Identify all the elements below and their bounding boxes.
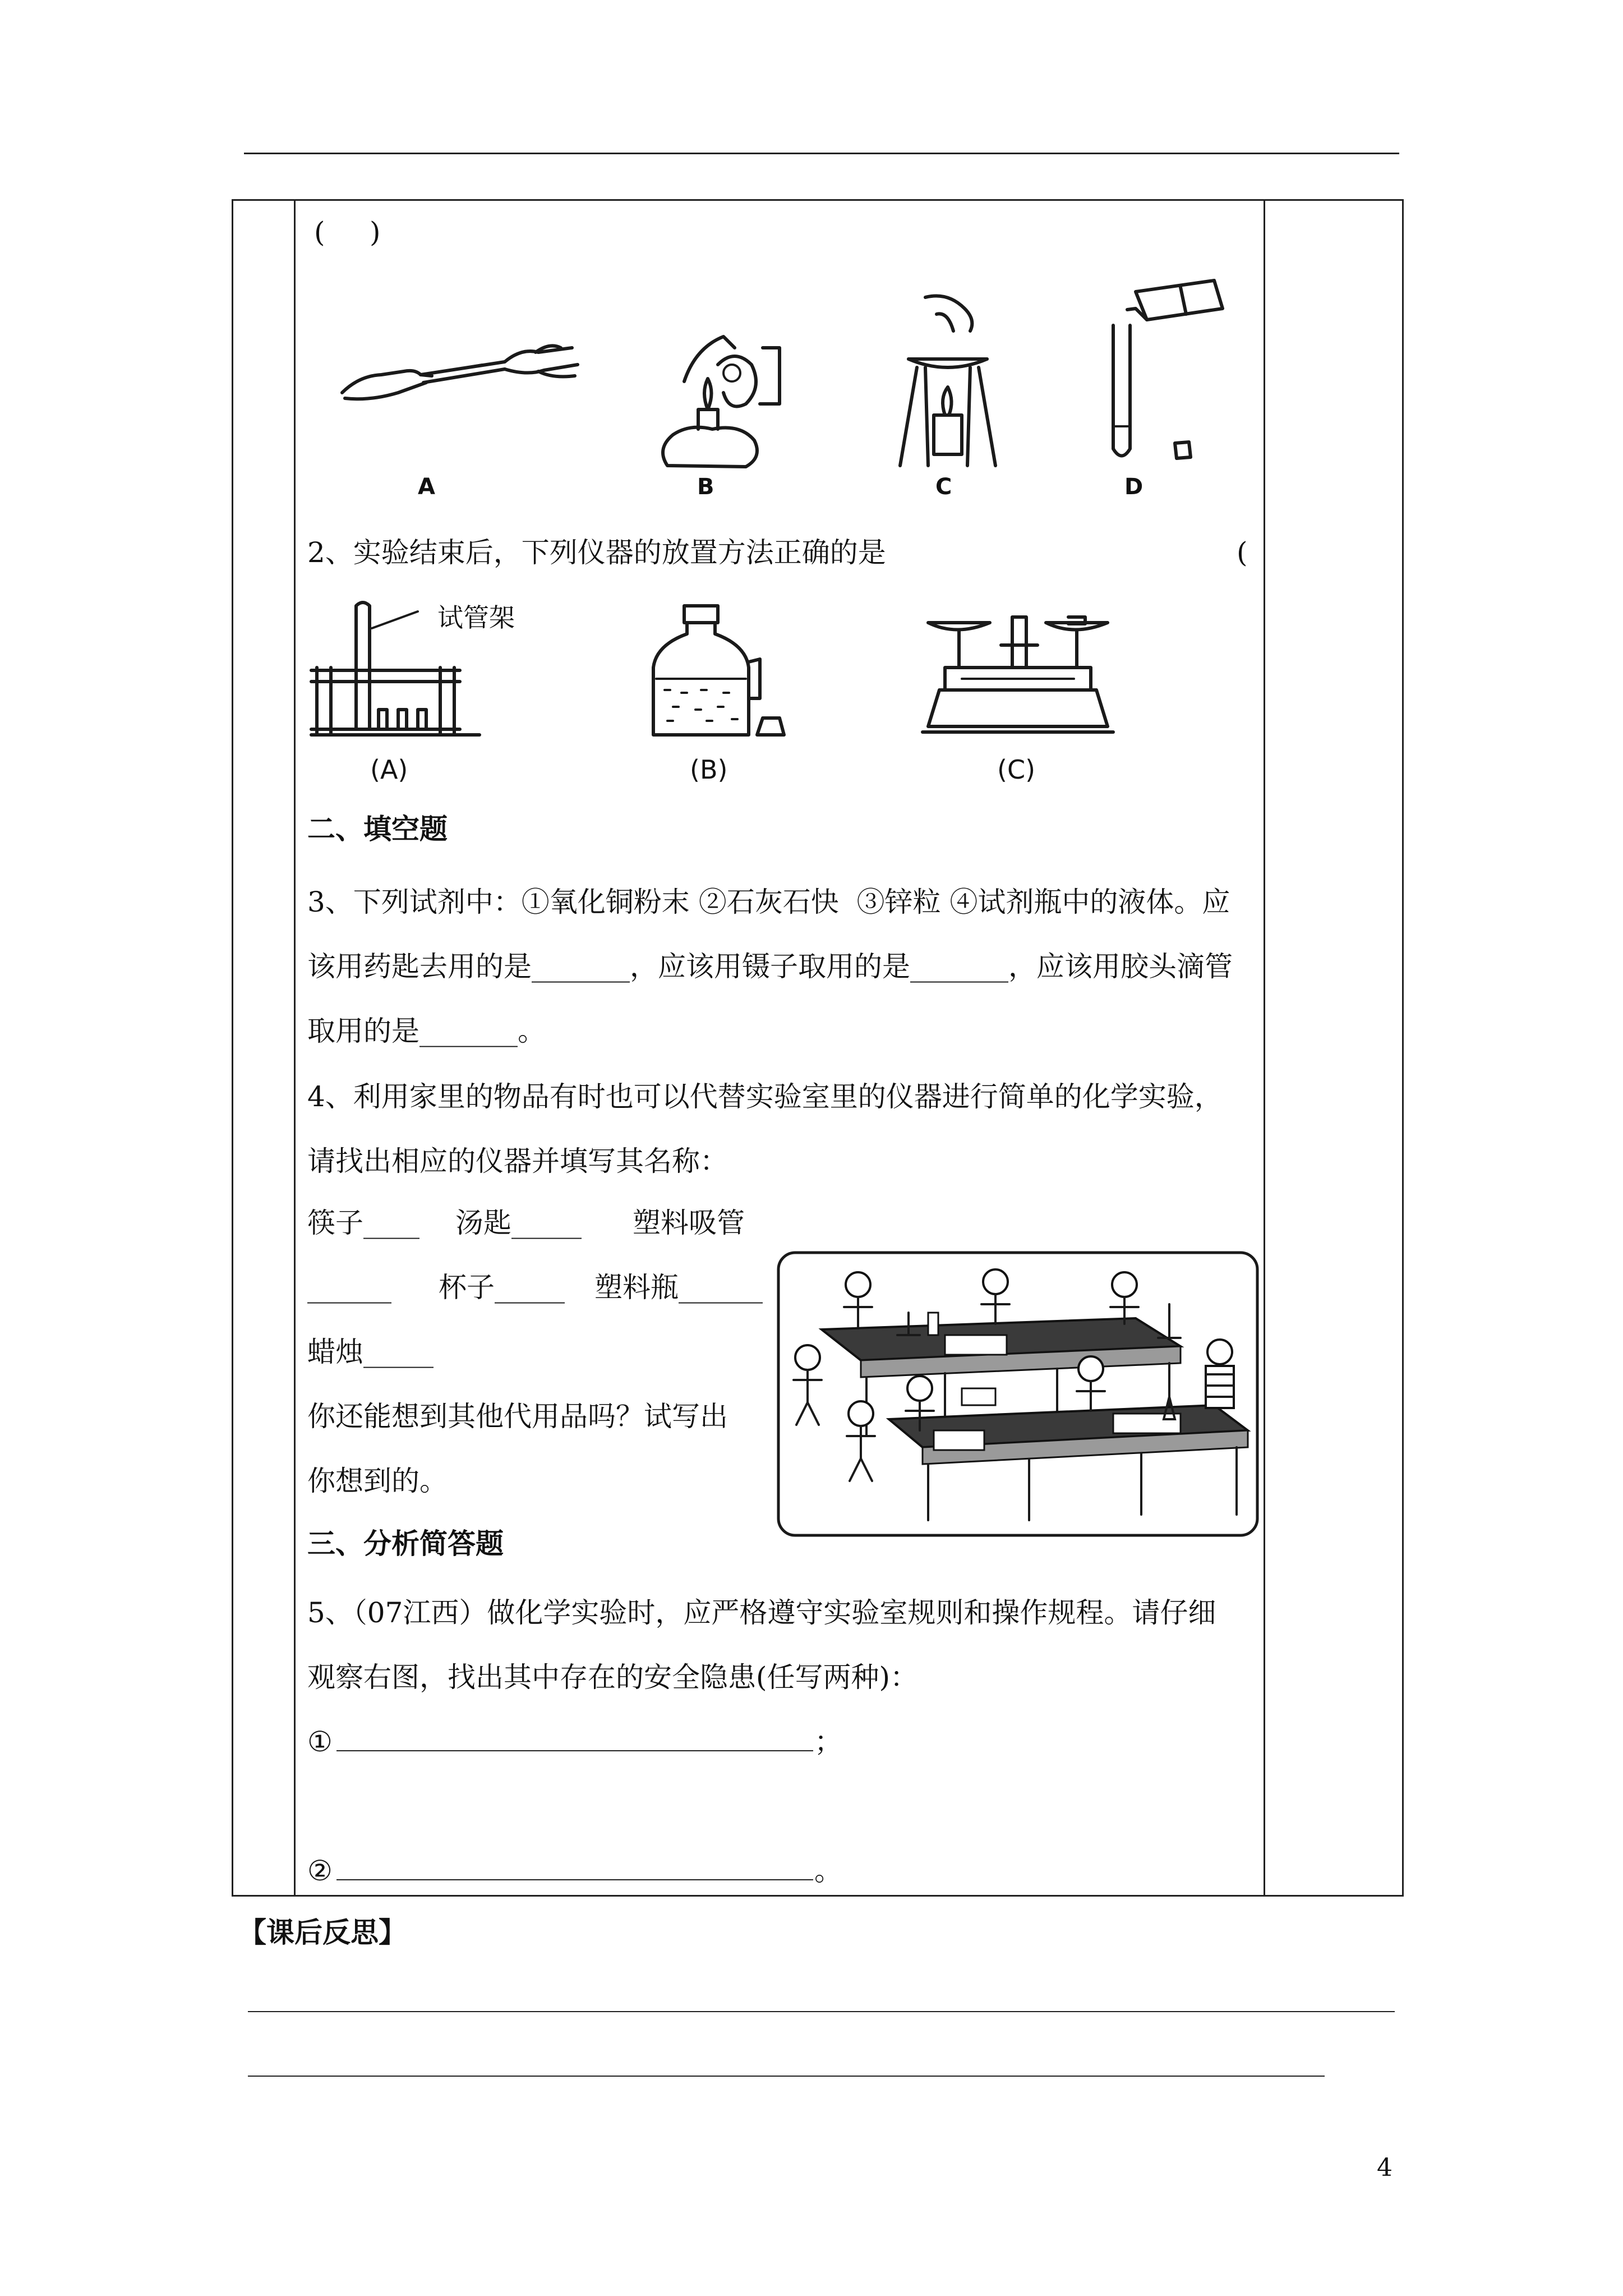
q5-line1: 5、（07江西）做化学实验时，应严格遵守实验室规则和操作规程。请仔细 <box>307 1596 1216 1629</box>
q2-label-b: (B) <box>690 754 728 785</box>
q4-row1-item2: 汤匙_____ <box>455 1207 582 1239</box>
q4-row3: 蜡烛_____ <box>307 1336 434 1368</box>
q2-figure-b-reagent-bottle <box>645 600 785 740</box>
q4-row2-item3: 塑料瓶______ <box>594 1271 763 1304</box>
table-bottom-border <box>232 1895 1404 1897</box>
q5-answer1-marker: ① <box>307 1726 333 1758</box>
q5-answer2-marker: ② <box>307 1855 333 1887</box>
table-col-divider-2 <box>1264 199 1265 1897</box>
reflection-line-1[interactable] <box>248 2011 1395 2012</box>
q1-figure-a <box>336 309 583 421</box>
q3-line2: 该用药匙去用的是_______，应该用镊子取用的是_______，应该用胶头滴管 <box>307 950 1233 983</box>
q4-extra-line2: 你想到的。 <box>307 1465 448 1497</box>
q1-label-a: A <box>418 474 435 500</box>
q5-answer2-end: 。 <box>814 1855 842 1887</box>
q1-label-b: B <box>697 474 714 500</box>
table-right-border <box>1402 199 1404 1897</box>
q2-rack-label: 试管架 <box>437 602 515 633</box>
q2-figure-c-balance <box>923 606 1113 740</box>
q5-answer1-end: ； <box>814 1726 842 1758</box>
q3-line1: 3、下列试剂中：①氧化铜粉末 ②石灰石快 ③锌粒 ④试剂瓶中的液体。应 <box>307 886 1230 918</box>
q2-label-c: (C) <box>997 754 1036 785</box>
q1-figure-c <box>886 286 1009 477</box>
q4-row2-item1: ______ <box>307 1271 391 1304</box>
q4-line1: 4、利用家里的物品有时也可以代替实验室里的仪器进行简单的化学实验， <box>307 1080 1223 1113</box>
q1-figure-b <box>651 314 791 477</box>
q5-answer2-blank[interactable] <box>336 1879 813 1880</box>
q1-answer-paren: ( ) <box>314 216 381 249</box>
q1-figure-d <box>1102 275 1237 471</box>
page-number: 4 <box>1377 2154 1393 2182</box>
section3-title: 三、分析简答题 <box>307 1527 504 1560</box>
q5-answer1-blank[interactable] <box>336 1750 813 1751</box>
table-top-border <box>232 199 1404 201</box>
q4-line2: 请找出相应的仪器并填写其名称： <box>307 1145 728 1177</box>
table-left-border <box>232 199 233 1897</box>
table-col-divider-1 <box>294 199 296 1897</box>
q1-label-d: D <box>1124 474 1144 500</box>
reflection-title: 【课后反思】 <box>238 1916 407 1949</box>
section2-title: 二、填空题 <box>307 812 448 845</box>
q2-text: 2、实验结束后，下列仪器的放置方法正确的是 <box>307 536 886 569</box>
q2-answer-paren: ( <box>1237 536 1248 569</box>
header-rule <box>244 153 1399 154</box>
q4-extra-line1: 你还能想到其他代用品吗？试写出 <box>307 1400 728 1433</box>
q2-label-a: (A) <box>370 754 408 785</box>
q5-line2: 观察右图，找出其中存在的安全隐患(任写两种)： <box>307 1661 919 1694</box>
q4-row2-item2: 杯子_____ <box>439 1271 565 1304</box>
q1-label-c: C <box>935 474 952 500</box>
reflection-line-2[interactable] <box>248 2076 1325 2077</box>
q4-row1-item3: 塑料吸管 <box>633 1207 745 1239</box>
q3-line3: 取用的是_______。 <box>307 1015 546 1047</box>
q4-row1-item1: 筷子____ <box>307 1207 419 1239</box>
lab-illustration <box>777 1251 1259 1537</box>
